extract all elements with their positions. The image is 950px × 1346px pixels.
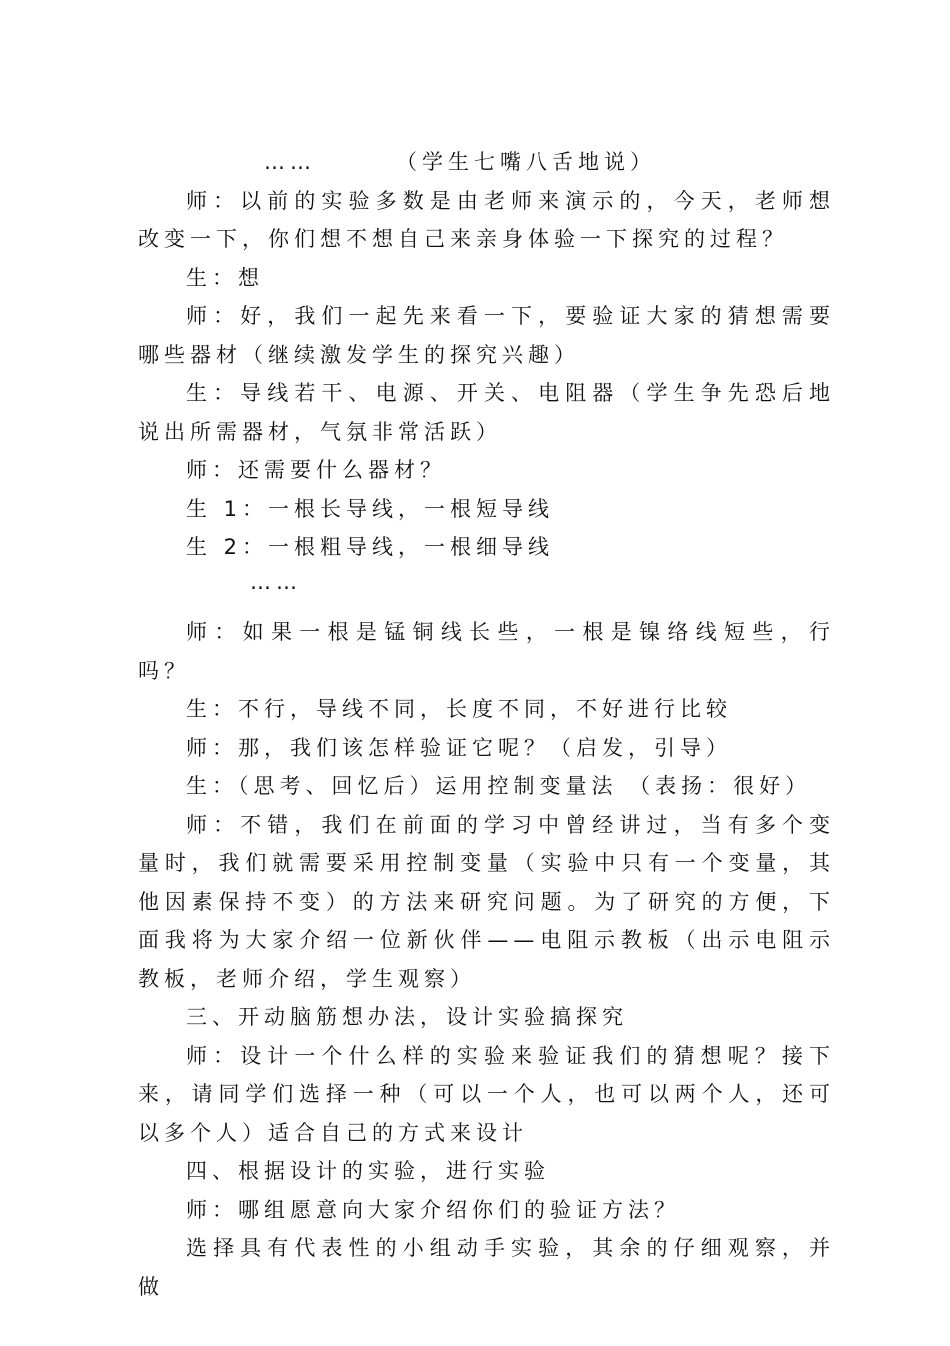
paragraph-teacher-more: 师：还需要什么器材？ (186, 458, 446, 482)
paragraph-teacher-design: 师：设计一个什么样的实验来验证我们的猜想呢？接下来，请同学们选择一种（可以一个人，也可以两个人，还可以多个人）适合自己的方式来设计 (138, 1043, 835, 1145)
paragraph-student-control-variable: 生：（思考、回忆后）运用控制变量法 （表扬：很好） (186, 774, 812, 798)
ellipsis: …… (264, 150, 316, 174)
ellipsis: …… (250, 569, 302, 594)
paragraph-teacher-verify: 师：那，我们该怎样验证它呢？（启发，引导） (186, 735, 732, 760)
spacer (138, 605, 835, 613)
paragraph-teacher-equipment: 师：好，我们一起先来看一下，要验证大家的猜想需要哪些器材（继续激发学生的探究兴趣） (138, 304, 835, 367)
section-heading-design: 三、开动脑筋想办法，设计实验搞探究 (186, 1005, 628, 1029)
opening-line (138, 143, 835, 182)
paragraph-select-group: 选择具有代表性的小组动手实验，其余的仔细观察，并做 (138, 1236, 835, 1299)
paragraph-student-want: 生：想 (186, 265, 264, 290)
stage-note: （学生七嘴八舌地说） (396, 150, 656, 174)
paragraph-student-2: 生 2：一根粗导线，一根细导线 (186, 535, 555, 559)
section-heading-experiment: 四、根据设计的实验，进行实验 (186, 1159, 550, 1183)
paragraph-student-1: 生 1：一根长导线，一根短导线 (186, 496, 555, 521)
document-body (138, 143, 835, 1306)
paragraph-teacher-wire-question: 师：如果一根是锰铜线长些，一根是镍络线短些，行吗？ (138, 620, 835, 683)
paragraph-teacher-explanation: 师：不错，我们在前面的学习中曾经讲过，当有多个变量时，我们就需要采用控制变量（实验中只有一个变量，其他因素保持不变）的方法来研究问题。为了研究的方便，下面我将为大家介绍一位新伙伴——电阻示教板（出示电阻示教板，老师介绍，学生观察） (138, 812, 835, 991)
paragraph-student-equipment: 生：导线若干、电源、开关、电阻器（学生争先恐后地说出所需器材，气氛非常活跃） (138, 381, 835, 444)
paragraph-teacher-change: 师：以前的实验多数是由老师来演示的，今天，老师想改变一下，你们想不想自己来亲身体验一下探究的过程？ (138, 188, 835, 251)
paragraph-student-no: 生：不行，导线不同，长度不同，不好进行比较 (186, 697, 732, 721)
paragraph-teacher-group: 师：哪组愿意向大家介绍你们的验证方法？ (186, 1197, 680, 1222)
